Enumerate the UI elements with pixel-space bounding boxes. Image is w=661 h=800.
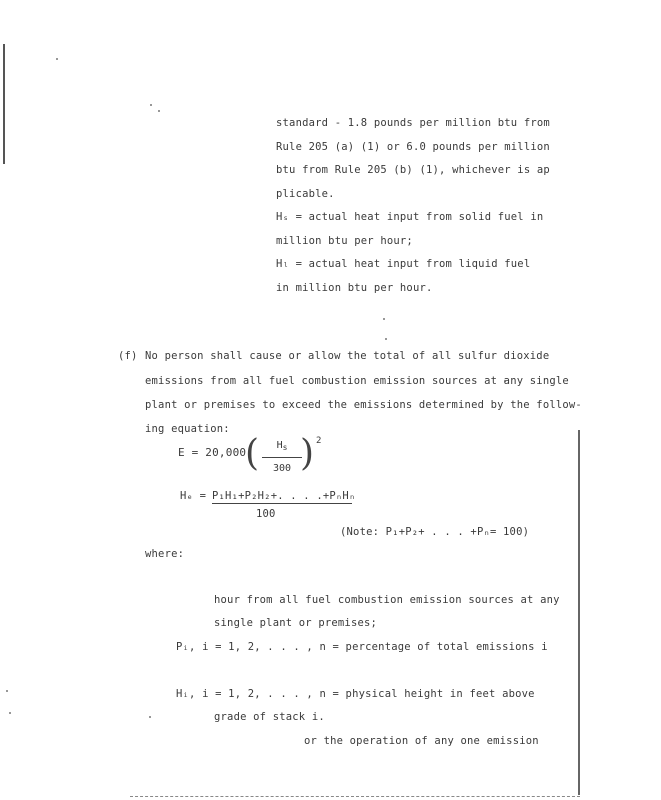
equation-1-fraction-bar (262, 457, 302, 458)
equation-1-numerator: $H_s$ (276, 440, 288, 452)
equation-2-denominator: 100 (256, 508, 276, 520)
scan-speck (9, 712, 11, 714)
definition-line: Rule 205 (a) (1) or 6.0 pounds per million (276, 141, 550, 153)
equation-1-exponent: 2 (316, 436, 322, 446)
where-line: Pᵢ, i = 1, 2, . . . , n = percentage of total emissions i (176, 641, 548, 653)
equation-2-fraction-bar (212, 503, 352, 504)
scan-speck (56, 58, 58, 60)
definition-line: Hₗ = actual heat input from liquid fuel (276, 258, 531, 270)
definition-line: standard - 1.8 pounds per million btu from (276, 117, 550, 129)
where-line: grade of stack i. (214, 711, 325, 723)
equation-1-denominator: 300 (272, 463, 292, 474)
scan-speck (385, 338, 387, 340)
right-parenthesis: ) (300, 433, 315, 474)
definition-line: million btu per hour; (276, 235, 413, 247)
definition-line: in million btu per hour. (276, 282, 433, 294)
scan-speck (150, 104, 152, 106)
where-label: where: (145, 548, 185, 560)
scan-speck (383, 318, 385, 320)
rule-number: (f) (118, 350, 138, 362)
rule-text-line: ing equation: (145, 423, 230, 435)
where-line: hour from all fuel combustion emission sources at any (214, 594, 560, 606)
rule-text-line: plant or premises to exceed the emissions determined by the follow- (145, 399, 582, 411)
scan-speck (149, 716, 151, 718)
definition-line: btu from Rule 205 (b) (1), whichever is ap (276, 164, 550, 176)
rule-text-line: emissions from all fuel combustion emission sources at any single (145, 375, 569, 387)
where-line: single plant or premises; (214, 617, 378, 629)
definition-line: Hₛ = actual heat input from solid fuel in (276, 211, 544, 223)
rule-text-line: No person shall cause or allow the total of all sulfur dioxide (145, 350, 550, 362)
equation-2-lhs: Hₑ = (180, 490, 207, 502)
scan-speck (158, 110, 160, 112)
where-line: Hᵢ, i = 1, 2, . . . , n = physical height in feet above (176, 688, 535, 700)
equation-1-lhs: E = 20,000 (178, 446, 247, 459)
equation-note: (Note: P₁+P₂+ . . . +Pₙ= 100) (340, 526, 530, 538)
definition-line: plicable. (276, 188, 335, 200)
equation-2-numerator: P₁H₁+P₂H₂+. . . .+PₙHₙ (212, 490, 356, 502)
scan-right-edge (578, 430, 580, 795)
left-parenthesis: ( (245, 433, 260, 474)
scan-bottom-edge (130, 796, 580, 798)
where-line: or the operation of any one emission (304, 735, 539, 747)
scan-left-edge (3, 44, 5, 164)
scan-speck (6, 690, 8, 692)
